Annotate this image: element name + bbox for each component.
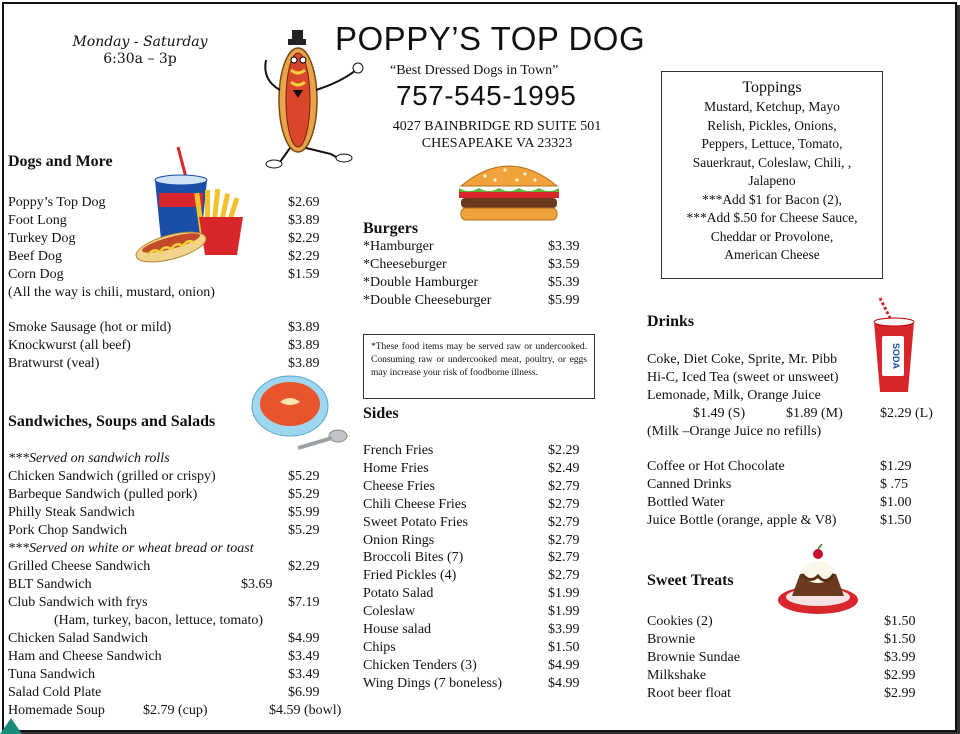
menu-item-name: Foot Long — [8, 213, 67, 228]
menu-item-price: $2.29 — [288, 231, 320, 246]
menu-item-price: $5.99 — [548, 293, 580, 308]
hours-time: 6:30a – 3p — [103, 51, 177, 67]
menu-item-price: $2.49 — [548, 460, 580, 476]
menu-item-price: $2.29 — [548, 443, 580, 458]
menu-item-name: Chicken Sandwich (grilled or crispy) — [8, 469, 216, 484]
hours-days: Monday - Saturday — [72, 34, 208, 50]
menu-item-price: $5.29 — [288, 469, 320, 484]
menu-item-name: Knockwurst (all beef) — [8, 338, 131, 353]
address — [372, 118, 622, 152]
menu-item-name: Chicken Salad Sandwich — [8, 631, 148, 646]
menu-item-name: Smoke Sausage (hot or mild) — [8, 320, 172, 335]
section-heading-dogs: Dogs and More — [8, 153, 113, 170]
menu-item-price: $1.59 — [288, 267, 320, 282]
menu-item-name: BLT Sandwich — [8, 577, 92, 592]
menu-item-price: $2.79 — [548, 550, 580, 566]
menu-item-name: Bratwurst (veal) — [8, 356, 100, 371]
club-note: (Ham, turkey, bacon, lettuce, tomato) — [54, 613, 264, 628]
menu-item-name: *Cheeseburger — [363, 257, 447, 272]
sandwich-note-bread: ***Served on white or wheat bread or toast — [8, 541, 254, 556]
menu-item-price: $3.49 — [288, 649, 320, 664]
toppings-heading: Toppings — [742, 79, 802, 96]
menu-item-price: $5.29 — [288, 487, 320, 502]
toppings-box — [661, 71, 883, 279]
menu-item-price: $3.89 — [288, 213, 320, 228]
menu-item-name: Chips — [363, 639, 396, 655]
menu-item-name: Cheese Fries — [363, 478, 435, 494]
menu-item-name: Turkey Dog — [8, 231, 76, 246]
sandwich-note-rolls: ***Served on sandwich rolls — [8, 451, 170, 466]
menu-item-name: Onion Rings — [363, 532, 435, 548]
menu-item-price: $2.79 — [548, 514, 580, 530]
menu-item-price: $1.99 — [548, 604, 580, 620]
menu-item-name: Brownie — [647, 632, 696, 647]
menu-item-name: Club Sandwich with frys — [8, 595, 148, 610]
menu-item-price: $5.29 — [288, 523, 320, 538]
menu-item-name: *Hamburger — [363, 239, 434, 254]
menu-item-price: $4.99 — [288, 631, 320, 646]
menu-item-price: $2.99 — [884, 686, 916, 701]
menu-item-name: Home Fries — [363, 460, 429, 476]
menu-item-price: $2.99 — [884, 668, 916, 683]
menu-item-price: $5.99 — [288, 505, 320, 520]
menu-item-price: $ .75 — [880, 477, 908, 492]
menu-item-price: $3.89 — [288, 320, 320, 335]
menu-item-price: $4.99 — [548, 657, 580, 673]
fountain-line3: Lemonade, Milk, Orange Juice — [647, 388, 821, 403]
menu-item-name: *Double Hamburger — [363, 275, 479, 290]
menu-item-name: Tuna Sandwich — [8, 667, 95, 682]
menu-item-name: Salad Cold Plate — [8, 685, 102, 700]
refill-note: (Milk –Orange Juice no refills) — [647, 424, 822, 439]
fountain-line1: Coke, Diet Coke, Sprite, Mr. Pibb — [647, 352, 838, 367]
menu-item-price: $5.39 — [548, 275, 580, 290]
menu-item-name: Wing Dings (7 boneless) — [363, 675, 503, 691]
menu-item-name: Corn Dog — [8, 267, 64, 282]
section-heading-burgers: Burgers — [363, 220, 419, 237]
menu-item-name: Philly Steak Sandwich — [8, 505, 135, 520]
menu-item-price: $3.99 — [884, 650, 916, 665]
menu-item-price: $3.49 — [288, 667, 320, 682]
soup-name: Homemade Soup — [8, 703, 105, 718]
menu-item-price: $1.29 — [880, 459, 912, 474]
phone-number[interactable]: 757-545-1995 — [396, 80, 577, 111]
soda-cup-icon — [868, 296, 920, 396]
menu-item-name: Coleslaw — [363, 604, 416, 620]
menu-item-price: $2.79 — [548, 496, 580, 512]
menu-item-price: $1.00 — [880, 495, 912, 510]
menu-item-price: $2.79 — [548, 568, 580, 584]
address-line1: 4027 BAINBRIDGE RD SUITE 501 — [392, 119, 602, 134]
brownie-sundae-icon — [776, 544, 860, 616]
menu-item-price: $6.99 — [288, 685, 320, 700]
menu-item-price: $1.50 — [548, 639, 580, 655]
menu-item-price: $1.99 — [548, 586, 580, 602]
dogs-note: (All the way is chili, mustard, onion) — [8, 285, 215, 300]
menu-item-name: Potato Salad — [363, 586, 434, 602]
burger-icon — [455, 156, 563, 224]
menu-item-price: $1.50 — [884, 614, 916, 629]
menu-item-price: $3.59 — [548, 257, 580, 272]
menu-item-price: $2.79 — [548, 532, 580, 548]
toppings-line: ***Add $.50 for Cheese Sauce, — [686, 210, 858, 225]
food-warning-box — [363, 334, 595, 399]
menu-item-name: Brownie Sundae — [647, 650, 740, 665]
menu-item-price: $4.99 — [548, 675, 580, 691]
menu-item-name: Beef Dog — [8, 249, 63, 264]
section-heading-sides: Sides — [363, 405, 399, 422]
menu-item-name: *Double Cheeseburger — [363, 293, 492, 308]
soup-cup-price: $2.79 (cup) — [143, 703, 208, 718]
menu-item-name: Juice Bottle (orange, apple & V8) — [647, 513, 837, 528]
soda-fries-hotdog-icon — [133, 145, 248, 270]
corner-triangle-icon — [0, 714, 22, 734]
menu-item-name: Sweet Potato Fries — [363, 514, 468, 530]
toppings-line: Relish, Pickles, Onions, — [707, 117, 837, 133]
menu-item-price: $3.39 — [548, 239, 580, 254]
menu-item-name: Poppy’s Top Dog — [8, 195, 106, 210]
menu-item-name: French Fries — [363, 443, 434, 458]
toppings-line: Cheddar or Provolone, — [710, 228, 834, 244]
menu-item-name: Coffee or Hot Chocolate — [647, 459, 785, 474]
menu-item-name: Chili Cheese Fries — [363, 496, 467, 512]
menu-item-price: $1.50 — [884, 632, 916, 647]
menu-item-name: Ham and Cheese Sandwich — [8, 649, 162, 664]
tagline: “Best Dressed Dogs in Town” — [390, 63, 559, 78]
menu-item-name: Bottled Water — [647, 495, 725, 510]
menu-item-price: $7.19 — [288, 595, 320, 610]
toppings-line: Jalapeno — [748, 173, 796, 188]
hotdog-mascot-icon — [258, 30, 368, 170]
drink-price-small: $1.49 (S) — [693, 406, 746, 421]
fountain-line2: Hi-C, Iced Tea (sweet or unsweet) — [647, 370, 839, 385]
drink-price-large: $2.29 (L) — [880, 406, 933, 421]
toppings-line: American Cheese — [724, 247, 820, 262]
soup-bowl-icon — [250, 374, 350, 452]
toppings-line: Peppers, Lettuce, Tomato, — [701, 136, 843, 151]
menu-item-name: Milkshake — [647, 668, 707, 683]
menu-item-name: Cookies (2) — [647, 614, 713, 629]
toppings-list — [662, 98, 882, 265]
menu-item-price: $3.89 — [288, 356, 320, 371]
menu-item-price: $3.69 — [241, 577, 273, 592]
menu-item-name: Pork Chop Sandwich — [8, 523, 127, 538]
menu-item-name: Fried Pickles (4) — [363, 568, 457, 584]
menu-item-price: $2.29 — [288, 559, 320, 574]
drink-price-medium: $1.89 (M) — [786, 406, 843, 421]
menu-item-name: Barbeque Sandwich (pulled pork) — [8, 487, 198, 502]
section-heading-sweets: Sweet Treats — [647, 572, 734, 589]
soup-bowl-price: $4.59 (bowl) — [269, 703, 342, 718]
page-title: POPPY’S TOP DOG — [335, 20, 646, 57]
menu-item-name: Root beer float — [647, 686, 731, 701]
menu-item-price: $2.29 — [288, 249, 320, 264]
food-warning-text: *These food items may be served raw or undercooked. Consuming raw or undercooked meat, poultry, or eggs may increase your risk of foodborne illness. — [371, 342, 587, 378]
toppings-line: ***Add $1 for Bacon (2), — [702, 191, 842, 207]
menu-item-price: $2.69 — [288, 195, 320, 210]
menu-item-price: $3.99 — [548, 622, 580, 637]
menu-item-name: Chicken Tenders (3) — [363, 657, 477, 673]
soda-cup-label: SODA — [891, 342, 901, 370]
toppings-line: Sauerkraut, Coleslaw, Chili, , — [692, 154, 852, 170]
menu-item-name: Grilled Cheese Sandwich — [8, 559, 151, 574]
section-heading-drinks: Drinks — [647, 313, 695, 330]
menu-item-price: $3.89 — [288, 338, 320, 353]
menu-item-price: $2.79 — [548, 478, 580, 494]
section-heading-sandwiches: Sandwiches, Soups and Salads — [8, 413, 216, 430]
menu-item-name: Broccoli Bites (7) — [363, 550, 464, 566]
address-line2: CHESAPEAKE VA 23323 — [421, 136, 573, 151]
hours-block — [60, 34, 220, 68]
menu-item-name: Canned Drinks — [647, 477, 732, 492]
menu-item-price: $1.50 — [880, 513, 912, 528]
toppings-line: Mustard, Ketchup, Mayo — [704, 99, 840, 114]
menu-item-name: House salad — [363, 622, 432, 637]
